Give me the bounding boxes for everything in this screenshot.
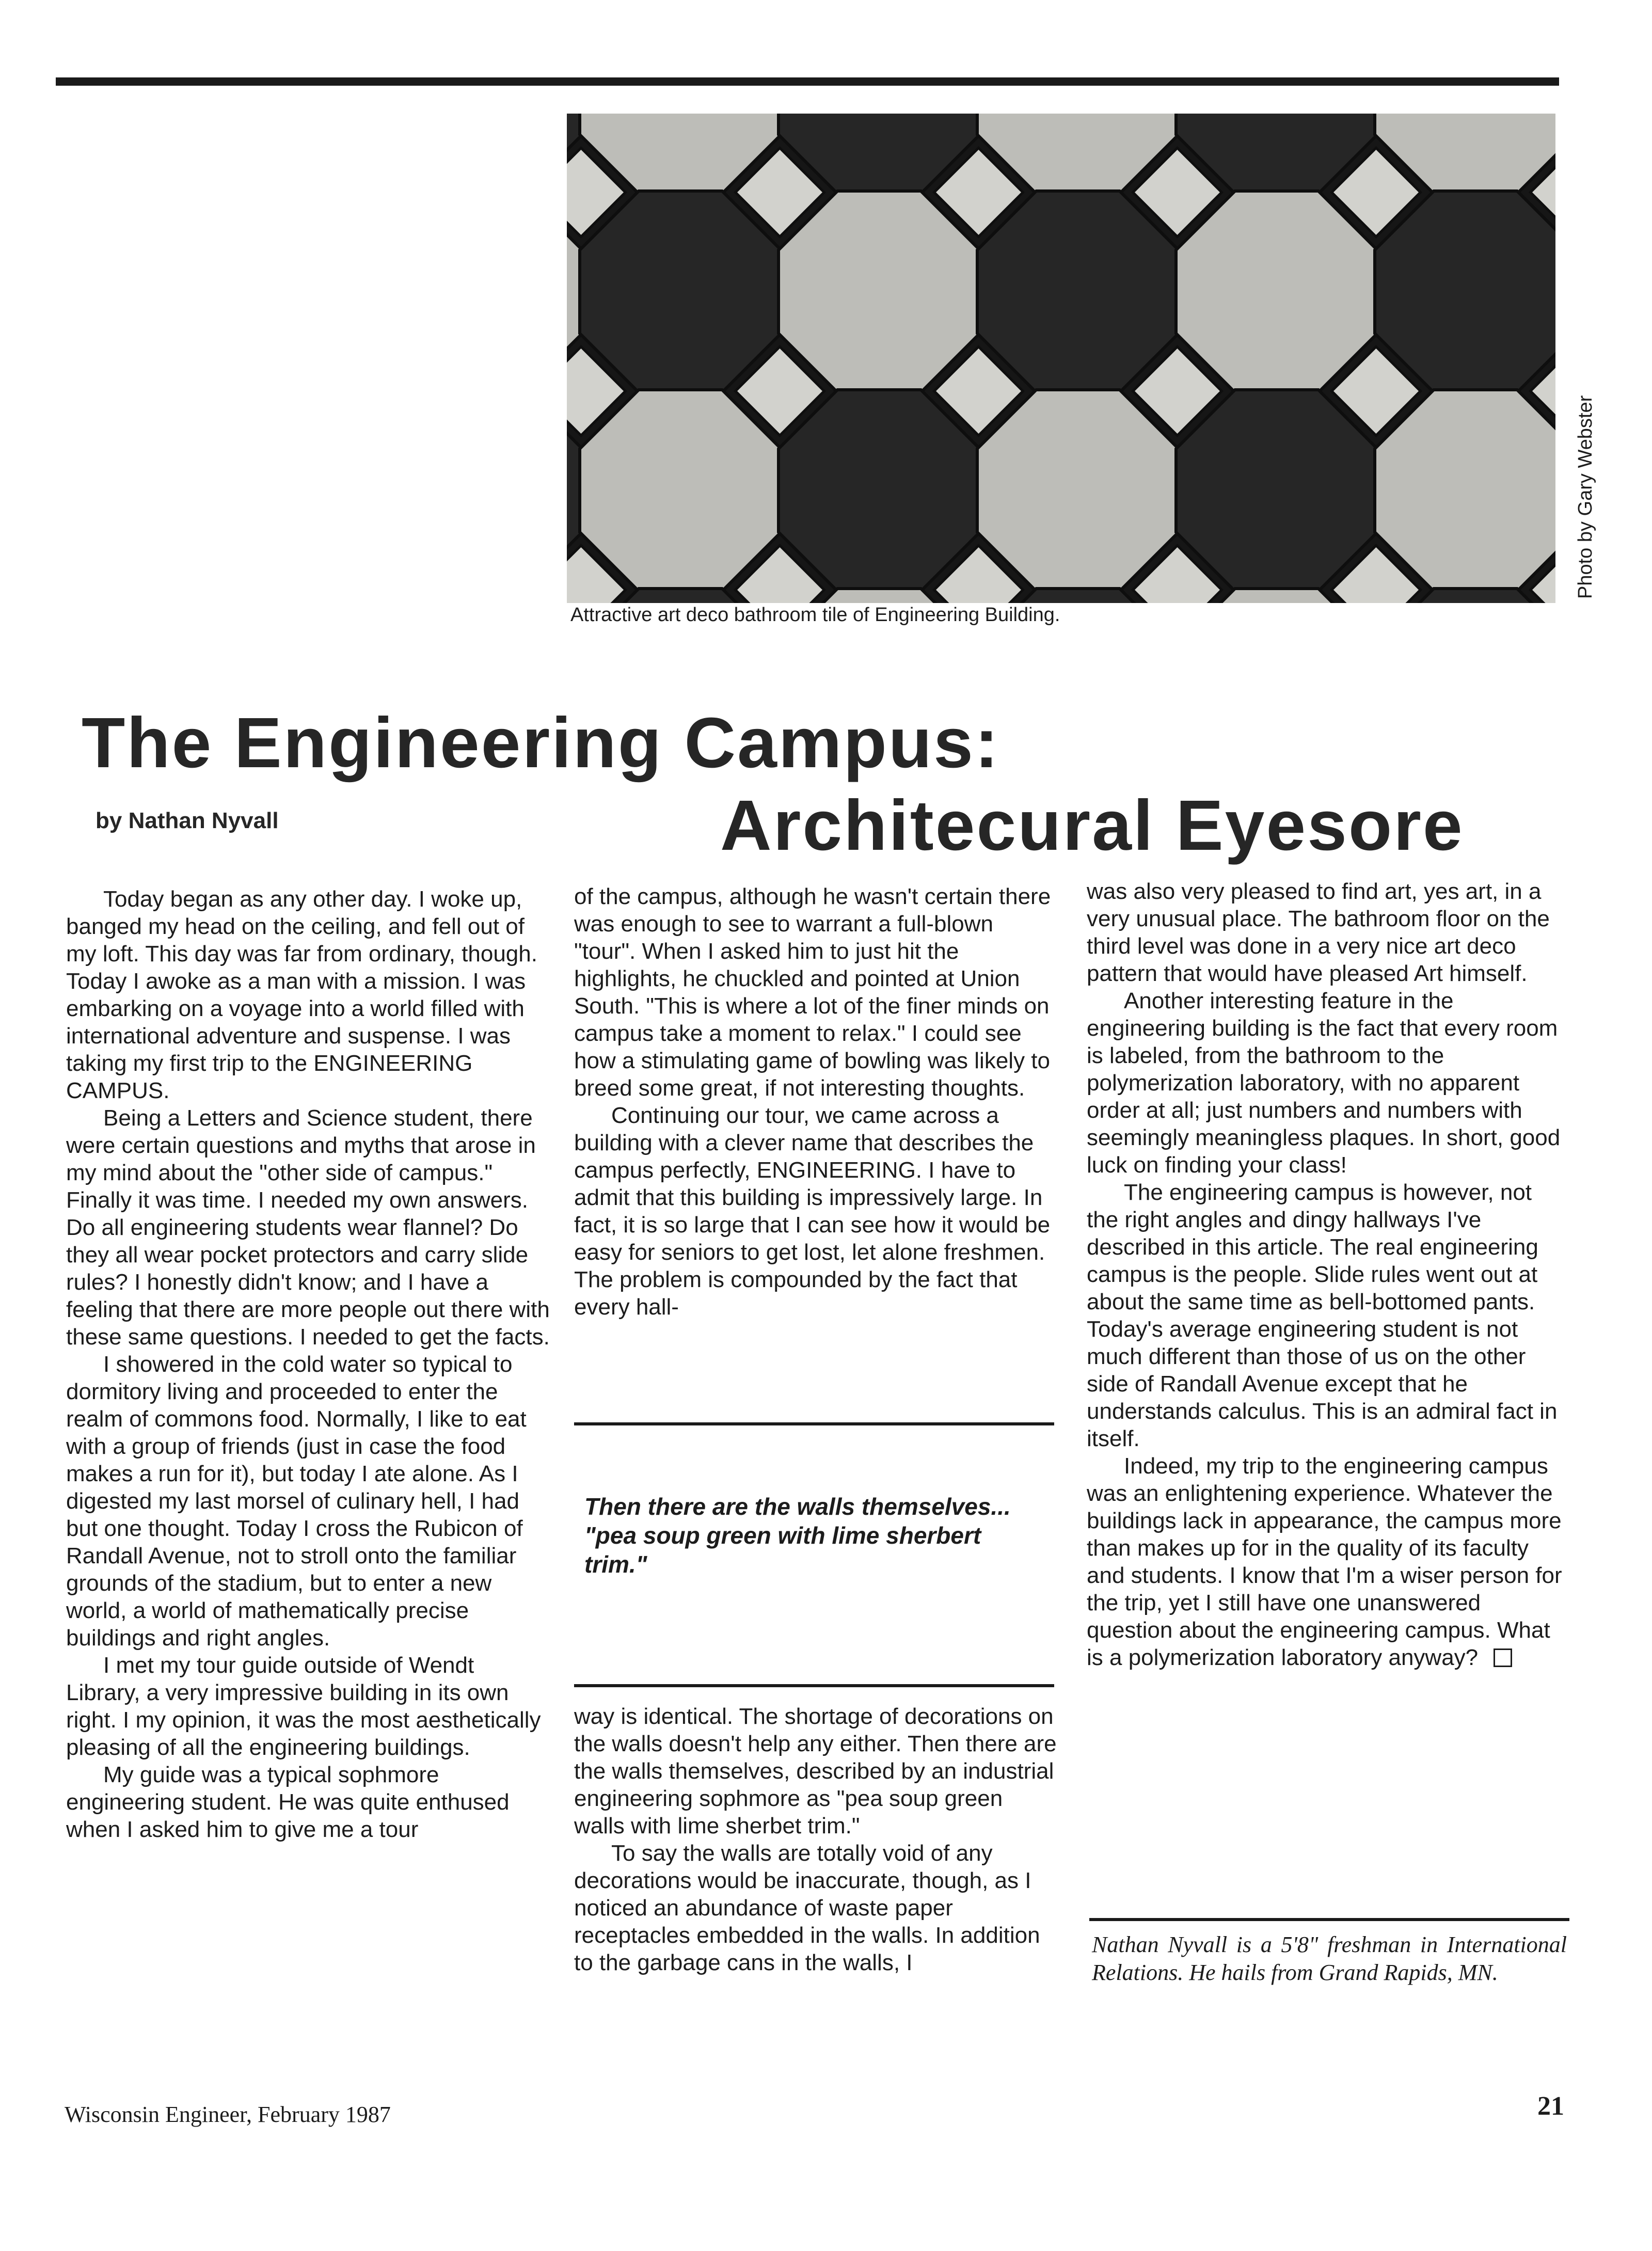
- top-rule: [56, 77, 1559, 86]
- bio-rule: [1089, 1918, 1569, 1921]
- headline-line-1: The Engineering Campus:: [82, 703, 1000, 783]
- photo-caption: Attractive art deco bathroom tile of Engineering Building.: [570, 604, 1060, 626]
- paragraph: Another interesting feature in the engineering building is the fact that every room is labeled, from the bathroom to the polymerization laboratory, with no apparent order at all; just numbers and numbers with seemingly meaningless plaques. In short, good luck on finding your class!: [1087, 988, 1561, 1178]
- light-octagon-tile: [580, 390, 781, 591]
- dark-octagon-tile: [1176, 390, 1377, 591]
- end-mark-icon: [1494, 1648, 1512, 1667]
- light-octagon-tile: [779, 191, 980, 392]
- paragraph: The engineering campus is however, not the right angles and dingy hallways I've described in this article. The real engineering campus is the people. Slide rules went out at about the same time as bell-bottomed pants. Today's average engineering student is not much different than those of us on the other side of Randall Avenue except that he understands calculus. This is an admiral fact in itself.: [1087, 1180, 1558, 1451]
- paragraph: [1087, 1452, 1569, 1671]
- pullquote-rule-top: [574, 1422, 1054, 1425]
- author-bio: Nathan Nyvall is a 5'8" freshman in International Relations. He hails from Grand Rapids, MN.: [1092, 1932, 1567, 1985]
- article-column-3: [1087, 878, 1569, 1671]
- dark-octagon-tile: [779, 390, 980, 591]
- footer-publication: Wisconsin Engineer, February 1987: [65, 2102, 391, 2127]
- pull-quote: Then there are the walls themselves... "pea soup green with lime sherbert trim.": [584, 1493, 1011, 1578]
- paragraph: I showered in the cold water so typical to dormitory living and proceeded to enter the realm of commons food. Normally, I like to eat with a group of friends (just in case the food makes a run for it), but today I ate alone. As I digested my last morsel of culinary hell, I had but one thought. Today I cross the Rubicon of Randall Avenue, not to stroll onto the familiar grounds of the stadium, but to enter a new world, a world of mathematically precise buildings and right angles.: [66, 1352, 527, 1651]
- headline-line-2: Architecural Eyesore: [720, 786, 1464, 865]
- light-octagon-tile: [1176, 191, 1377, 392]
- photo-credit: Photo by Gary Webster: [1575, 395, 1596, 599]
- dark-octagon-tile: [977, 191, 1179, 392]
- paragraph: My guide was a typical sophmore engineering student. He was quite enthused when I asked him to give me a tour: [66, 1762, 510, 1842]
- light-octagon-tile: [1375, 390, 1555, 591]
- paragraph: Being a Letters and Science student, there were certain questions and myths that arose in my mind about the "other side of campus." Finally it was time. I needed my own answers. Do all engineering students wear flannel? Do they all wear pocket protectors and carry slide rules? I honestly didn't know; and I have a feeling that there are more people out there with these same questions. I needed to get the facts.: [66, 1105, 550, 1350]
- article-column-2-bottom: [574, 1703, 1057, 1976]
- paragraph: way is identical. The shortage of decorations on the walls doesn't help any either. Then there are the walls themselves, described by an industrial engineering sophmore as "pea soup green walls with lime sherbet trim.": [574, 1704, 1057, 1838]
- article-column-1: [66, 885, 551, 1843]
- paragraph: Continuing our tour, we came across a building with a clever name that describes the campus perfectly, ENGINEERING. I have to admit that this building is impressively large. In fact, it is so large that I can see how it would be easy for seniors to get lost, let alone freshmen. The problem is compounded by the fact that every hall-: [574, 1103, 1051, 1320]
- paragraph: was also very pleased to find art, yes art, in a very unusual place. The bathroom floor on the third level was done in a very nice art deco pattern that would have pleased Art himself.: [1087, 879, 1550, 986]
- light-octagon-tile: [977, 390, 1179, 591]
- dark-octagon-tile: [580, 191, 781, 392]
- paragraph-text: Indeed, my trip to the engineering campus was an enlightening experience. Whatever the buildings lack in appearance, the campus more than makes up for in the quality of its faculty and students. I know that I'm a wiser person for the trip, yet I still have one unanswered question about the engineering campus. What is a polymerization laboratory anyway?: [1087, 1453, 1562, 1670]
- byline: by Nathan Nyvall: [96, 808, 279, 833]
- tile-photo: [567, 114, 1555, 603]
- paragraph: of the campus, although he wasn't certain there was enough to see to warrant a full-blown "tour". When I asked him to just hit the highlights, he chuckled and pointed at Union South. "This is where a lot of the finer minds on campus take a moment to relax." I could see how a stimulating game of bowling was likely to breed some great, if not interesting thoughts.: [574, 884, 1051, 1101]
- dark-octagon-tile: [1375, 191, 1555, 392]
- paragraph: Today began as any other day. I woke up, banged my head on the ceiling, and fell out of my loft. This day was far from ordinary, though. Today I awoke as a man with a mission. I was embarking on a voyage into a world filled with international adventure and suspense. I was taking my first trip to the ENGINEERING CAMPUS.: [66, 886, 537, 1103]
- pullquote-rule-bottom: [574, 1684, 1054, 1687]
- paragraph: I met my tour guide outside of Wendt Library, a very impressive building in its own right. I my opinion, it was the most aesthetically pleasing of all the engineering buildings.: [66, 1653, 541, 1760]
- article-column-2-top: [574, 883, 1057, 1321]
- paragraph: To say the walls are totally void of any decorations would be inaccurate, though, as I noticed an abundance of waste paper receptacles embedded in the walls. In addition to the garbage cans in the walls, I: [574, 1841, 1040, 1975]
- page-number: 21: [1537, 2091, 1564, 2121]
